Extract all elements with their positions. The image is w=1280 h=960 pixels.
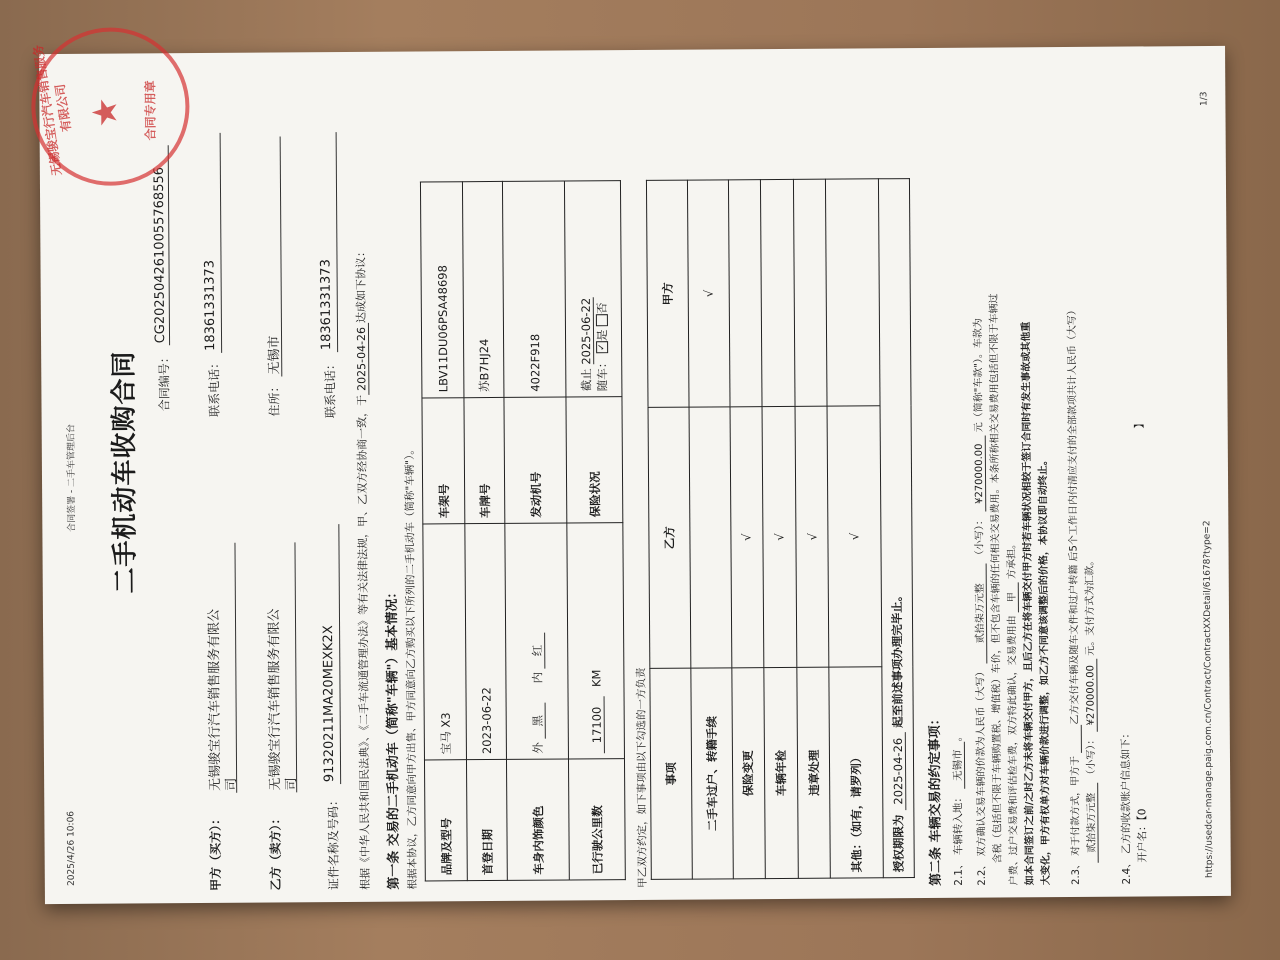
table-row — [462, 181, 507, 880]
party-b-phone-label: 联系电话： — [323, 358, 338, 419]
contract-paper — [30, 43, 1231, 904]
col-item: 事项 — [650, 668, 692, 879]
color-label: 车身内饰颜色 — [506, 759, 569, 880]
mileage-label: 已行驶公里数 — [568, 759, 625, 880]
clause-2-2 — [969, 85, 1055, 886]
transfer-city: 无锡市 — [952, 741, 965, 789]
clause-2-3-text-c: 后5个工作日内付清应支付的全部款项共计人民币（大写） — [1066, 305, 1080, 562]
insurance-date: 2025-06-22 — [578, 297, 593, 365]
contract-page — [30, 43, 1231, 904]
clause-2-2-line3: 户费、过户交易费和评估检车费，双方特此确认，交易费用由 — [1006, 615, 1020, 886]
clause-2-1-label: 车辆转入地： — [952, 792, 965, 856]
intro-text: 根据《中华人民共和国民法典》、《二手车流通管理办法》等有关法律法规，甲、乙双方经协商一致，于 — [355, 394, 372, 890]
contract-no: CG2025042610055768556 — [151, 166, 169, 344]
col-party-a: 甲方 — [646, 180, 688, 407]
clause-2-2-text: 双方确认交易车辆的价款为人民币（大写） — [975, 666, 988, 857]
agree-date: 2025-04-26 — [355, 323, 370, 395]
resp-a — [826, 179, 881, 406]
vehicle-info-table — [420, 180, 626, 881]
resp-a — [728, 180, 762, 407]
responsibility-intro: 甲乙双方约定，如下事项由以下勾选的一方负责 — [635, 667, 649, 888]
insurance-yes: 是 — [594, 329, 609, 342]
contract-title: 二手机动车收购合同 — [109, 350, 141, 594]
clause-2-3-small-label: （小写）： — [1085, 734, 1098, 780]
brand-label: 品牌及型号 — [424, 760, 467, 881]
clause-2-2-line2: 含税（包括但不限于车辆购置税、增值税）车价，但不包含车辆的任何相关交易费用。本条所称相关交易费用包括但不限于车辆过 — [988, 293, 1004, 864]
resp-b: √ — [730, 407, 764, 668]
clause-2-2-bold1: 如本合同签订之前/之时乙方未将车辆交付甲方，且后乙方在将车辆交付甲方时若车辆状况相较于签订合同时有发生事故或其他重 — [1020, 321, 1036, 886]
resp-a — [761, 179, 795, 406]
account-holder: 0 — [1136, 808, 1149, 816]
party-a-phone-label: 联系电话： — [207, 356, 222, 417]
clause-2-3-text-b: 乙方交付车辆及随车文件和过户转籍 — [1068, 564, 1081, 725]
party-b-id-label: 证件名称及号码： — [326, 794, 341, 891]
payment-words: 贰拾柒万元整 — [1086, 783, 1099, 863]
account-holder-close: 】 — [1133, 417, 1146, 429]
party-a-label: 甲方（买方）： — [208, 812, 223, 891]
resp-b — [689, 407, 732, 668]
party-b-name: 无锡骏宝行汽车销售服务有限公 — [266, 608, 284, 791]
engine-label: 发动机号 — [504, 397, 567, 523]
account-holder-label: 开户名：【 — [1136, 815, 1149, 863]
insurance-follow-label: 随车： — [594, 356, 609, 392]
mileage-unit: KM — [588, 669, 603, 688]
auth-date: 2025-04-26 — [891, 732, 907, 811]
vin-label: 车架号 — [422, 398, 465, 524]
clause-2-3-suffix: 元。支付方式为汇款。 — [1084, 555, 1097, 656]
color-value — [505, 523, 569, 759]
company-seal: 无锡骏宝行汽车销售服务有限公司 ★ 合同专用章 — [31, 27, 190, 186]
exterior-label: 外 — [530, 742, 545, 754]
insurance-label: 保险状况 — [566, 397, 623, 523]
auth-label: 授权期限为 — [891, 814, 906, 873]
table-row — [728, 180, 765, 879]
table-row — [761, 179, 798, 878]
resp-item: 二手车过户、转籍手续 — [691, 668, 733, 879]
exterior-color: 黑 — [530, 703, 545, 739]
table-row — [564, 181, 625, 880]
clause-2-3-text: 对于付款方式，甲方于 — [1069, 755, 1082, 856]
clause-2-4 — [1116, 418, 1151, 885]
resp-item: 车辆年检 — [764, 667, 798, 878]
article1-intro: 根据本协议，乙方同意向甲方出售、甲方同意向乙方购买以下所列的二手机动车（简称"车辆"）。 — [403, 444, 419, 890]
price-words: 贰拾柒万元整 — [975, 563, 988, 663]
insurance-value — [564, 181, 622, 397]
party-b-label: 乙方（卖方）： — [268, 812, 283, 891]
clause-2-4-label: 乙方的收款账户信息如下： — [1119, 727, 1133, 855]
clause-no: 2.2、 — [976, 859, 988, 886]
payment-amount: ¥270000.00 — [1085, 659, 1098, 732]
insurance-no: 否 — [594, 302, 609, 314]
clause-2-1: 2.1、 车辆转入地： 无锡市。 — [951, 730, 965, 886]
resp-b: √ — [762, 406, 796, 667]
table-row — [793, 179, 830, 878]
table-row — [420, 182, 467, 881]
article2-heading: 第二条 车辆交易的约定事项： — [927, 712, 944, 886]
clause-2-2-text-b: （小写）： — [974, 515, 986, 561]
party-a-name: 无锡骏宝行汽车销售服务有限公 — [206, 608, 224, 791]
resp-a — [793, 179, 827, 406]
clause-no: 2.3、 — [1070, 858, 1082, 885]
table-row — [646, 180, 692, 879]
clause-2-2-line3-end: 方承担。 — [1006, 538, 1018, 580]
fee-payer: 甲 — [1007, 582, 1019, 612]
resp-item: 其他：（如有，请罗列） — [829, 667, 883, 878]
brand-value: 宝马 X3 — [423, 524, 467, 760]
responsibility-table — [646, 178, 915, 880]
clause-2-2-text-c: 元（简称"车款"）。车款为 — [972, 318, 985, 433]
intro-line — [352, 246, 372, 890]
article1-heading: 第一条 交易的二手机动车（简称"车辆"）基本情况： — [384, 585, 402, 890]
party-a-name-cont: 司 — [224, 777, 240, 791]
mileage-value — [567, 523, 625, 759]
auth-period — [879, 179, 915, 878]
page-number: 1/3 — [1199, 91, 1210, 107]
table-row — [687, 180, 733, 879]
mileage-number: 17100 — [589, 697, 604, 754]
engine-value: 4022F918 — [502, 181, 566, 397]
party-b-id: 91320211MA20MEXK2X — [321, 625, 338, 783]
plate-label: 车牌号 — [464, 397, 505, 523]
resp-b: √ — [827, 406, 882, 667]
col-party-b: 乙方 — [648, 407, 691, 668]
price-amount: ¥270000.00 — [974, 435, 987, 512]
footer-url: https://usedcar-manage.paig.com.cn/Contract/ContractXXDetail/61678?type=2 — [1202, 520, 1215, 879]
insurance-until-label: 截止 — [578, 368, 593, 392]
party-a-phone: 18361331373 — [202, 259, 219, 352]
party-b-name-cont: 司 — [284, 777, 300, 791]
resp-b: √ — [795, 406, 829, 667]
party-b-phone: 18361331373 — [318, 259, 335, 351]
print-timestamp: 2025/4/26 10:06 — [66, 810, 77, 886]
vin-value: LBV11DU06PSA48698 — [420, 182, 464, 398]
contract-no-label: 合同编号： — [157, 351, 172, 412]
intro-text-end: 达成如下协议： — [354, 245, 368, 324]
clause-no: 2.1、 — [952, 858, 965, 886]
table-row — [502, 181, 569, 880]
reg-date-value: 2023-06-22 — [465, 523, 507, 759]
party-b-address: 无锡市 — [267, 335, 283, 375]
interior-label: 内 — [529, 671, 544, 684]
table-row — [826, 179, 884, 878]
table-row — [879, 179, 915, 878]
clause-2-3 — [1063, 85, 1101, 885]
plate-value: 苏B7HJ24 — [462, 181, 504, 397]
resp-a: √ — [687, 180, 729, 407]
reg-date-label: 首登日期 — [466, 759, 507, 880]
checkbox-yes-icon: ✓ — [596, 341, 608, 353]
checkbox-no-icon — [596, 314, 608, 326]
resp-item: 保险变更 — [731, 668, 765, 879]
seal-text: 无锡骏宝行汽车销售服务有限公司 — [30, 43, 74, 177]
auth-suffix: 起至前述事项办理完毕止。 — [889, 589, 905, 728]
party-b-address-label: 住所： — [267, 380, 282, 417]
resp-item: 违章处理 — [797, 667, 831, 878]
platform-name: 合同签署 - 二手车管理后台 — [66, 423, 78, 532]
interior-color: 红 — [530, 633, 545, 669]
clause-no: 2.4、 — [1120, 857, 1133, 885]
clause-2-2-bold2: 大变化，甲方有权单方对车辆价款进行调整，如乙方不同意该调整后的价格，本协议即自动终止。 — [1037, 455, 1052, 886]
